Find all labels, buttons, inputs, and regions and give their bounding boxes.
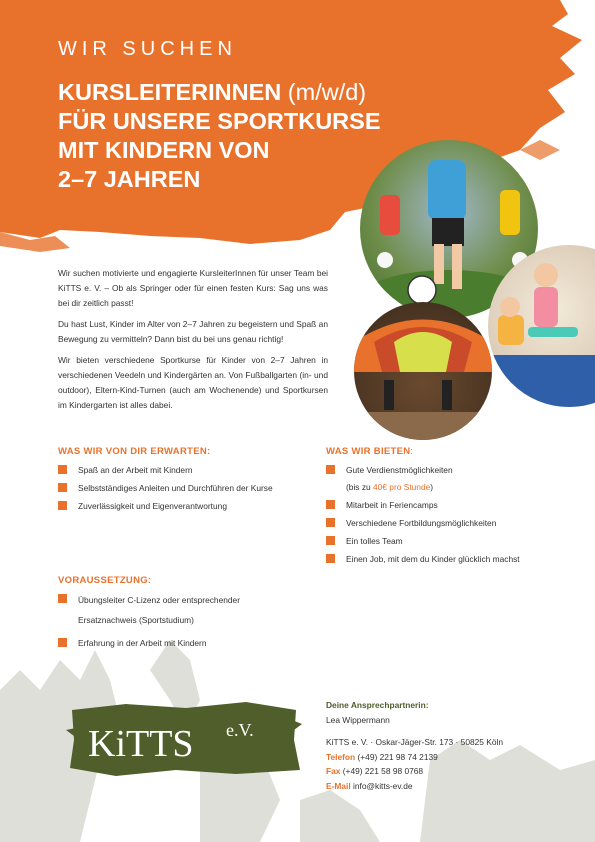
contact-email[interactable]: E-Mail info@kitts-ev.de — [326, 780, 413, 791]
kitts-logo — [66, 700, 302, 778]
list-item: Erfahrung in der Arbeit mit Kindern — [58, 634, 328, 652]
contact-title: Deine Ansprechpartnerin: — [326, 700, 429, 710]
offer-pay-note: (bis zu 40€ pro Stunde) — [346, 482, 434, 492]
bullet-square-icon — [326, 518, 335, 527]
bullet-square-icon — [58, 594, 67, 603]
intro-paragraph-1: Wir suchen motivierte und engagierte KursleiterInnen für unser Team bei KiTTS e. V. – Ob als Springer oder für einen festen Kurs: Sag uns was bei dir zeitlich passt! — [58, 268, 328, 308]
contact-fax: Fax (+49) 221 58 98 0768 — [326, 766, 424, 776]
requirements-section — [58, 575, 328, 652]
list-item: Ein tolles Team — [326, 532, 576, 550]
intro-paragraph-3: Wir bieten verschiedene Sportkurse für Kinder von 2–7 Jahren in verschiedenen Veedeln und Kindergärten an. Von Fußballgarten (in- und outdoor), Eltern-Kind-Turnen (auch am Wochenende) und Sportkursen im Kindergarten ist alles dabei. — [58, 355, 328, 410]
contact-address: KiTTS e. V. · Oskar-Jäger-Str. 173 · 50825 Köln — [326, 737, 504, 747]
contact-phone: Telefon (+49) 221 98 74 2139 — [326, 751, 438, 762]
headline-line4: 2–7 JAHREN — [58, 166, 201, 192]
list-item: Zuverlässigkeit und Eigenverantwortung — [58, 497, 328, 515]
logo-name: KiTTS — [88, 723, 194, 765]
bullet-square-icon — [58, 501, 67, 510]
intro-text — [58, 266, 328, 419]
list-item: Einen Job, mit dem du Kinder glücklich machst — [326, 550, 576, 568]
intro-paragraph-2: Du hast Lust, Kinder im Alter von 2–7 Jahren zu begeistern und Spaß an Bewegung zu vermitteln? Dann bist du bei uns genau richtig! — [58, 319, 328, 344]
bullet-square-icon — [326, 500, 335, 509]
headline-gender-suffix: (m/w/d) — [287, 79, 367, 105]
contact-name: Lea Wippermann — [326, 714, 390, 725]
offer-title: WAS WIR BIETEN: — [326, 446, 414, 457]
requirements-title: VORAUSSETZUNG: — [58, 575, 152, 586]
list-item: Spaß an der Arbeit mit Kindern — [58, 461, 328, 479]
bullet-square-icon — [58, 465, 67, 474]
bullet-square-icon — [326, 554, 335, 563]
list-item: Mitarbeit in Feriencamps — [326, 496, 576, 514]
bullet-square-icon — [326, 536, 335, 545]
expectations-section — [58, 446, 328, 515]
contact-block — [326, 698, 503, 793]
headline-line2: FÜR UNSERE SPORTKURSE — [58, 108, 381, 134]
bullet-square-icon — [326, 465, 335, 474]
offer-section — [326, 446, 576, 568]
photo-parachute-game — [354, 302, 492, 440]
headline — [58, 78, 381, 194]
logo-suffix: e.V. — [226, 720, 254, 740]
list-item: Gute Verdienstmöglichkeiten — [326, 461, 576, 479]
list-item: Übungsleiter C-Lizenz oder entsprechender Ersatznachweis (Sportstudium) — [58, 590, 328, 630]
expectations-title: WAS WIR VON DIR ERWARTEN: — [58, 446, 211, 457]
bullet-square-icon — [58, 483, 67, 492]
list-item: Selbstständiges Anleiten und Durchführen der Kurse — [58, 479, 328, 497]
headline-line1: KURSLEITERINNEN — [58, 79, 282, 105]
kicker-wir-suchen: WIR SUCHEN — [58, 38, 237, 60]
headline-line3: MIT KINDERN VON — [58, 137, 270, 163]
bullet-square-icon — [58, 638, 67, 647]
list-item: Verschiedene Fortbildungsmöglichkeiten — [326, 514, 576, 532]
